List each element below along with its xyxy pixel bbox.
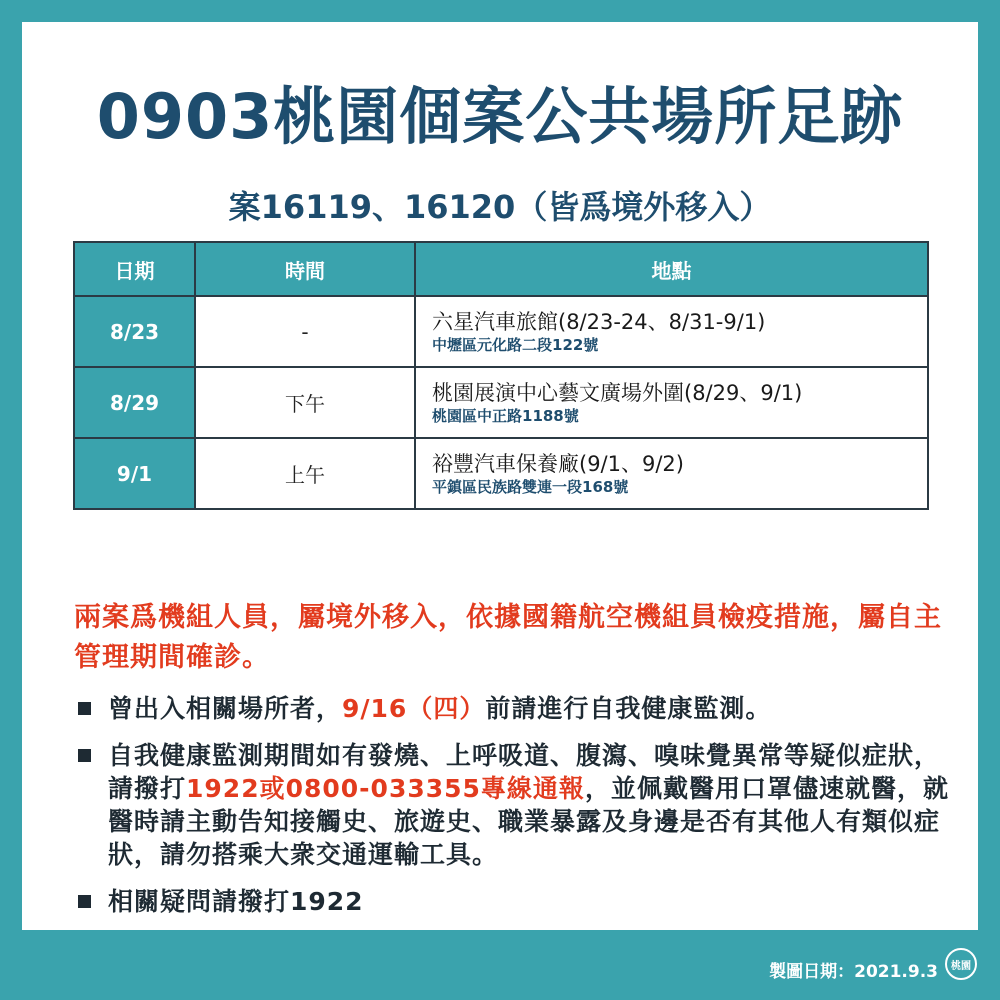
taoyuan-logo-icon: 桃園 bbox=[945, 948, 977, 980]
advice-item-symptoms bbox=[74, 739, 954, 871]
row-date: 8/23 bbox=[74, 296, 195, 367]
header-place: 地點 bbox=[415, 242, 928, 296]
place-name: 桃園展演中心藝文廣場外圍(8/29、9/1) bbox=[432, 380, 803, 405]
advice-hotline: 1922或0800-033355專線通報 bbox=[186, 774, 585, 803]
row-date: 8/29 bbox=[74, 367, 195, 438]
place-address: 中壢區元化路二段122號 bbox=[432, 335, 599, 354]
advice-text: 前請進行自我健康監測。 bbox=[485, 694, 772, 723]
table-row bbox=[74, 367, 928, 438]
page-title: 0903桃園個案公共場所足跡 bbox=[96, 80, 904, 153]
row-place bbox=[415, 438, 928, 509]
header-time: 時間 bbox=[195, 242, 415, 296]
row-time: 下午 bbox=[195, 367, 415, 438]
crew-notice: 兩案爲機組人員，屬境外移入，依據國籍航空機組員檢疫措施，屬自主管理期間確診。 bbox=[74, 602, 942, 673]
advice-text: ，並佩戴醫用口罩儘速就醫，就醫時請主動告知接觸史、旅遊史、職業暴露及身邊是否有其他人有類似症狀，請勿搭乘大衆交通運輸工具。 bbox=[108, 774, 949, 869]
place-address: 平鎮區民族路雙連一段168號 bbox=[432, 477, 629, 496]
row-place bbox=[415, 367, 928, 438]
advice-item-monitoring bbox=[74, 692, 954, 725]
advice-text: 相關疑問請撥打1922 bbox=[108, 887, 364, 916]
bullet-square-icon bbox=[78, 749, 91, 762]
row-place bbox=[415, 296, 928, 367]
row-time: 上午 bbox=[195, 438, 415, 509]
poster-card bbox=[22, 22, 978, 930]
place-name: 裕豐汽車保養廠(9/1、9/2) bbox=[432, 451, 684, 476]
advice-text: 自我健康監測期間如有發燒、上呼吸道、腹瀉、嗅味覺異常等疑似症狀，請撥打 bbox=[108, 741, 941, 803]
footprint-table bbox=[73, 241, 929, 510]
place-address: 桃園區中正路1188號 bbox=[432, 406, 579, 425]
row-time: - bbox=[195, 296, 415, 367]
chart-date: 製圖日期：2021.9.3 bbox=[769, 962, 938, 982]
header-date: 日期 bbox=[74, 242, 195, 296]
table-row bbox=[74, 296, 928, 367]
advice-item-questions bbox=[74, 885, 954, 918]
table-header-row bbox=[74, 242, 928, 296]
advice-text: 曾出入相關場所者， bbox=[108, 694, 343, 723]
row-date: 9/1 bbox=[74, 438, 195, 509]
place-name: 六星汽車旅館(8/23-24、8/31-9/1) bbox=[432, 309, 766, 334]
advice-list bbox=[74, 692, 954, 932]
advice-deadline: 9/16（四） bbox=[342, 694, 486, 723]
bullet-square-icon bbox=[78, 895, 91, 908]
bullet-square-icon bbox=[78, 702, 91, 715]
case-subtitle: 案16119、16120（皆爲境外移入） bbox=[228, 188, 772, 226]
table-row bbox=[74, 438, 928, 509]
